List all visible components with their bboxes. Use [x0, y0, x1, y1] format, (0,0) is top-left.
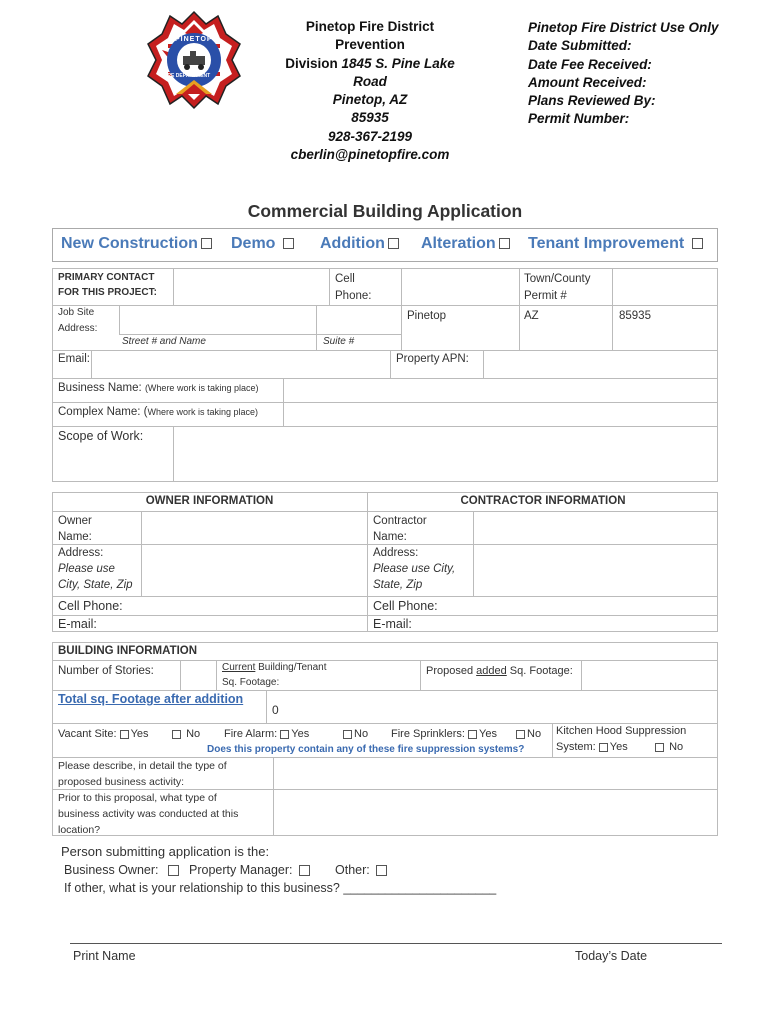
- contractor-name-input[interactable]: [474, 512, 717, 543]
- describe-activity-input[interactable]: [274, 758, 717, 788]
- org-street: Division 1845 S. Pine Lake Road: [285, 55, 455, 89]
- prior-activity-input[interactable]: [274, 790, 717, 835]
- fire-alarm-label: Fire Alarm: Yes: [224, 728, 310, 740]
- stories-label: Number of Stories:: [58, 665, 154, 677]
- stories-input[interactable]: [181, 661, 215, 689]
- business-name-label: Business Name: (Where work is taking place): [58, 382, 259, 394]
- owner-name-input[interactable]: [142, 512, 366, 543]
- submitter-heading: Person submitting application is the:: [61, 844, 270, 859]
- org-address-block: [270, 18, 470, 164]
- relationship-question[interactable]: If other, what is your relationship to this business? ______________________: [64, 881, 497, 895]
- logo-text-bottom: FIRE DEPARTMENT: [163, 73, 211, 79]
- contractor-address-hint: Please use City,: [373, 563, 456, 575]
- current-sqft-input[interactable]: [300, 661, 419, 689]
- email-label: Email:: [58, 353, 90, 365]
- print-name-label: Print Name: [73, 949, 136, 963]
- zip-value[interactable]: 85935: [619, 310, 651, 322]
- permit-no-label: Permit #: [524, 290, 567, 302]
- proposed-sqft-label: Proposed added Sq. Footage:: [426, 665, 573, 677]
- business-name-input[interactable]: [284, 379, 717, 401]
- permit-label: Permit Number:: [528, 111, 630, 127]
- plans-label: Plans Reviewed By:: [528, 93, 656, 109]
- form-title: Commercial Building Application: [247, 201, 523, 221]
- date-fee-label: Date Fee Received:: [528, 56, 652, 72]
- contractor-name-label: Contractor: [373, 515, 427, 527]
- org-city: Pinetop, AZ: [332, 92, 408, 108]
- scope-input[interactable]: [174, 427, 717, 481]
- town-county-label: Town/County: [524, 273, 591, 285]
- apn-label: Property APN:: [396, 353, 469, 365]
- total-sqft-label: Total sq. Footage after addition: [58, 692, 244, 706]
- prior-activity-label-3: location?: [58, 824, 101, 836]
- owner-name-label: Owner: [58, 515, 92, 527]
- type-new-construction[interactable]: New Construction: [61, 235, 212, 253]
- current-sqft-label-2: Sq. Footage:: [222, 677, 280, 688]
- hood-no-option[interactable]: No: [655, 739, 683, 755]
- application-type-row: [52, 228, 718, 262]
- contractor-address-input[interactable]: [474, 545, 717, 595]
- type-demo[interactable]: Demo: [231, 235, 294, 253]
- proposed-sqft-input[interactable]: [582, 661, 717, 689]
- contractor-email-label: E-mail:: [373, 617, 412, 631]
- describe-activity-label: Please describe, in detail the type of: [58, 760, 227, 772]
- alarm-yes-checkbox[interactable]: [280, 730, 289, 739]
- contractor-name-label-2: Name:: [373, 531, 407, 543]
- cell-label: Cell: [335, 273, 355, 285]
- office-use-block: [528, 19, 719, 129]
- primary-contact-label: PRIMARY CONTACT: [58, 272, 155, 283]
- state-value[interactable]: AZ: [524, 310, 539, 322]
- owner-address-input[interactable]: [142, 545, 366, 595]
- fire-sprinklers-label: Fire Sprinklers: Yes: [391, 728, 497, 740]
- suite-input[interactable]: [317, 306, 400, 333]
- fire-department-logo: [146, 10, 242, 110]
- date-submitted-label: Date Submitted:: [528, 38, 632, 54]
- permit-no-input[interactable]: [613, 269, 717, 304]
- type-alteration[interactable]: Alteration: [421, 235, 510, 253]
- suite-hint: Suite #: [323, 336, 355, 347]
- hood-yes-checkbox[interactable]: [599, 743, 608, 752]
- alarm-no-option[interactable]: No: [343, 726, 368, 742]
- prior-activity-label-2: business activity was conducted at this: [58, 808, 239, 820]
- type-tenant-improvement[interactable]: Tenant Improvement: [528, 235, 703, 253]
- vacant-no-option[interactable]: No: [172, 726, 200, 742]
- street-hint: Street # and Name: [122, 336, 206, 347]
- owner-email-label: E-mail:: [58, 617, 97, 631]
- vacant-yes-checkbox[interactable]: [120, 730, 129, 739]
- amount-label: Amount Received:: [528, 74, 647, 90]
- building-heading: BUILDING INFORMATION: [58, 645, 198, 657]
- signature-line[interactable]: [70, 943, 722, 944]
- submitter-other-option[interactable]: Other:: [335, 861, 387, 879]
- owner-address-label: Address:: [58, 547, 104, 559]
- job-site-label: Job Site: [58, 307, 95, 318]
- current-sqft-label: Current Building/Tenant: [222, 662, 327, 673]
- contractor-address-label: Address:: [373, 547, 419, 559]
- phone-label: Phone:: [335, 290, 372, 302]
- office-use-title: Pinetop Fire District Use Only: [528, 20, 719, 35]
- vacant-site-label: Vacant Site: Yes: [58, 728, 149, 740]
- scope-label: Scope of Work:: [58, 429, 144, 443]
- org-phone: 928-367-2199: [327, 128, 413, 144]
- owner-name-label-2: Name:: [58, 531, 92, 543]
- sprinklers-yes-checkbox[interactable]: [468, 730, 477, 739]
- cell-phone-input[interactable]: [402, 269, 518, 304]
- city-value[interactable]: Pinetop: [407, 310, 447, 322]
- owner-heading: OWNER INFORMATION: [145, 495, 274, 507]
- suppression-question: Does this property contain any of these fire suppression systems?: [207, 744, 525, 755]
- owner-cell-label: Cell Phone:: [58, 599, 123, 613]
- kitchen-hood-label: Kitchen Hood Suppression: [556, 725, 687, 737]
- type-addition[interactable]: Addition: [320, 235, 399, 253]
- apn-input[interactable]: [484, 351, 717, 377]
- submitter-manager-option[interactable]: Property Manager:: [189, 861, 310, 879]
- contractor-cell-label: Cell Phone:: [373, 599, 438, 613]
- org-name: Pinetop Fire District Prevention: [305, 19, 435, 53]
- total-sqft-value[interactable]: 0: [272, 703, 279, 717]
- street-input[interactable]: [120, 306, 315, 333]
- prior-activity-label: Prior to this proposal, what type of: [58, 792, 217, 804]
- contractor-heading: CONTRACTOR INFORMATION: [460, 495, 626, 507]
- complex-name-input[interactable]: [284, 403, 717, 425]
- email-input[interactable]: [92, 351, 389, 377]
- todays-date-label: Today’s Date: [575, 949, 648, 963]
- logo-text-top: PINETOP: [175, 36, 213, 43]
- job-address-label: Address:: [58, 323, 98, 334]
- for-project-label: FOR THIS PROJECT:: [58, 287, 157, 298]
- complex-name-label: Complex Name: (Where work is taking place): [58, 406, 259, 418]
- owner-address-hint: Please use: [58, 563, 115, 575]
- org-zip: 85935: [351, 110, 389, 126]
- contractor-address-hint-2: State, Zip: [373, 579, 423, 591]
- org-email: cberlin@pinetopfire.com: [290, 147, 450, 163]
- describe-activity-label-2: proposed business activity:: [58, 776, 185, 788]
- kitchen-hood-label-2: System: Yes: [556, 741, 628, 753]
- owner-address-hint-2: City, State, Zip: [58, 579, 133, 591]
- sprinklers-no-option[interactable]: No: [516, 726, 541, 742]
- primary-contact-input[interactable]: [174, 269, 328, 304]
- submitter-owner-option[interactable]: Business Owner:: [64, 861, 179, 879]
